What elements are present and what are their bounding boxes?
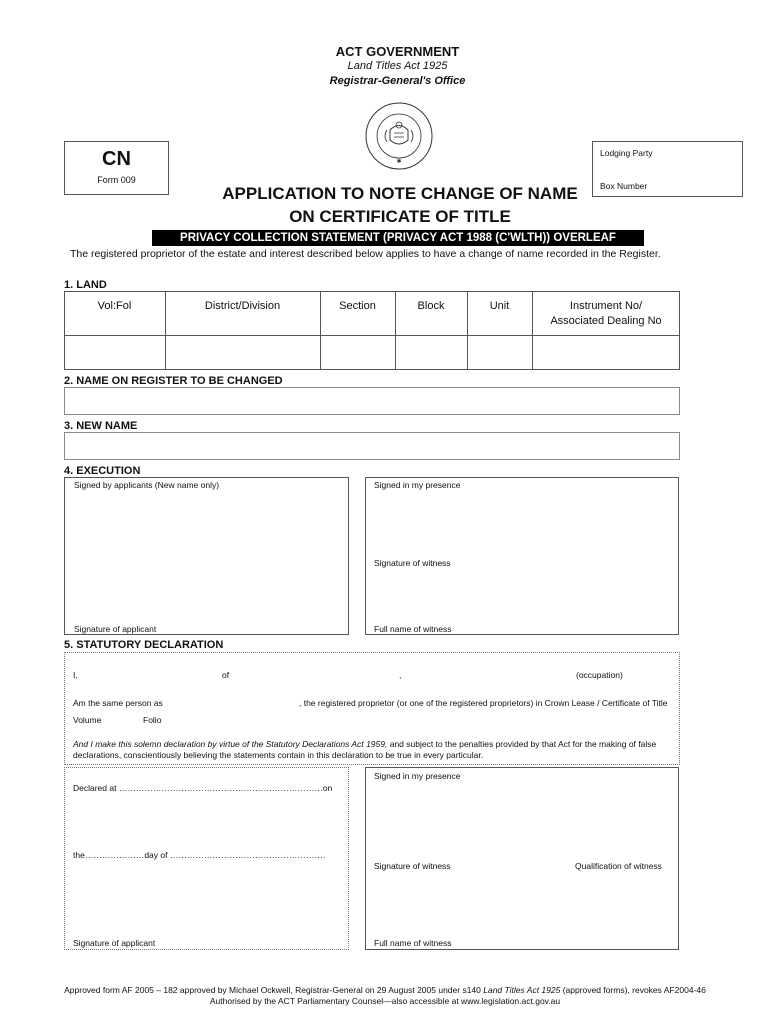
col-unit: Unit	[489, 300, 510, 312]
input-district[interactable]	[166, 336, 319, 369]
footer-authorised: Authorised by the ACT Parliamentary Counsel—also accessible at www.legislation.act.gov.au	[209, 996, 561, 1006]
footer-approval-a: Approved form AF 2005 – 182 approved by Michael Ockwell, Registrar-General on 29 August 2005 under s140	[64, 985, 484, 995]
the-day-line: the…………………day of ……………………………………………….	[73, 850, 326, 860]
crest-seal-icon	[363, 100, 435, 172]
decl-solemn-text	[73, 739, 656, 749]
signature-of-witness-label: Signature of witness	[374, 558, 451, 568]
full-name-of-witness-label: Full name of witness	[374, 624, 452, 634]
decl-full-name-of-witness-label: Full name of witness	[374, 938, 452, 948]
decl-witness-box[interactable]	[365, 767, 679, 950]
form-title-line2: ON CERTIFICATE OF TITLE	[289, 207, 511, 226]
privacy-banner: PRIVACY COLLECTION STATEMENT (PRIVACY ACT 1988 (C'WLTH)) OVERLEAF	[152, 230, 644, 246]
signed-in-presence-label: Signed in my presence	[374, 480, 461, 490]
applicant-signature-box[interactable]	[64, 477, 349, 635]
decl-of-label: of	[222, 670, 230, 680]
input-block[interactable]	[396, 336, 466, 369]
decl-solemn-line2: declarations, conscientiously believing the statements contain in this declaration to be true in every particular.	[73, 750, 484, 760]
decl-volume-label: Volume	[73, 715, 102, 725]
box-number-label: Box Number	[600, 181, 648, 191]
intro-text: The registered proprietor of the estate and interest described below applies to have a change of name recorded in the Register.	[70, 248, 661, 260]
decl-folio-label: Folio	[143, 715, 162, 725]
statutory-declaration-box	[64, 652, 680, 765]
declarant-box[interactable]	[64, 767, 349, 950]
office-name: Registrar-General's Office	[329, 75, 466, 87]
form-title-line1: APPLICATION TO NOTE CHANGE OF NAME	[222, 184, 578, 203]
decl-solemn-rest: and subject to the penalties provided by that Act for the making of false	[387, 739, 657, 749]
footer-approval-act: Land Titles Act 1925	[483, 985, 561, 995]
input-unit[interactable]	[468, 336, 531, 369]
col-volfol: Vol:Fol	[97, 300, 132, 312]
decl-occupation-label: (occupation)	[576, 670, 623, 680]
col-section: Section	[339, 300, 376, 312]
signature-of-applicant-label: Signature of applicant	[74, 624, 157, 634]
form-number: Form 009	[97, 175, 136, 185]
land-heading: 1. LAND	[64, 279, 107, 291]
col-associated-dealing: Associated Dealing No	[550, 315, 662, 327]
signed-by-applicants-label: Signed by applicants (New name only)	[74, 480, 220, 490]
statutory-heading: 5. STATUTORY DECLARATION	[64, 639, 224, 651]
new-name-heading: 3. NEW NAME	[64, 420, 138, 432]
decl-signature-of-applicant-label: Signature of applicant	[73, 938, 156, 948]
witness-signature-box[interactable]	[365, 477, 679, 635]
decl-registered-proprietor-text: , the registered proprietor (or one of the registered proprietors) in Crown Lease / Certificate of Title	[299, 698, 668, 708]
input-instrument[interactable]	[533, 336, 679, 369]
form-code: CN	[102, 148, 131, 170]
decl-signature-of-witness-label: Signature of witness	[374, 861, 451, 871]
col-district: District/Division	[204, 300, 281, 312]
name-on-register-input[interactable]	[64, 387, 680, 415]
form-code-box	[64, 141, 169, 195]
decl-i-label: I,	[73, 670, 78, 680]
decl-same-person-label: Am the same person as	[73, 698, 163, 708]
execution-heading: 4. EXECUTION	[64, 465, 141, 477]
declared-at-line: Declared at ………………………………………………………………on	[73, 783, 333, 793]
act-name: Land Titles Act 1925	[347, 60, 448, 72]
government-heading: ACT GOVERNMENT	[335, 44, 460, 59]
new-name-input[interactable]	[64, 432, 680, 460]
decl-qualification-label: Qualification of witness	[575, 861, 662, 871]
input-section[interactable]	[321, 336, 394, 369]
decl-signed-in-presence-label: Signed in my presence	[374, 771, 461, 781]
input-volfol[interactable]	[65, 336, 164, 369]
decl-comma: ,	[399, 670, 402, 680]
col-block: Block	[417, 300, 445, 312]
svg-text:✱: ✱	[396, 159, 402, 165]
col-instrument: Instrument No/	[569, 300, 643, 312]
footer-approval-b: (approved forms), revokes AF2004-46	[560, 985, 706, 995]
lodging-party-label: Lodging Party	[600, 148, 653, 158]
name-on-register-heading: 2. NAME ON REGISTER TO BE CHANGED	[64, 375, 283, 387]
footer-approval	[0, 985, 770, 995]
decl-solemn-italic: And I make this solemn declaration by virtue of the Statutory Declarations Act 1959,	[73, 739, 388, 749]
